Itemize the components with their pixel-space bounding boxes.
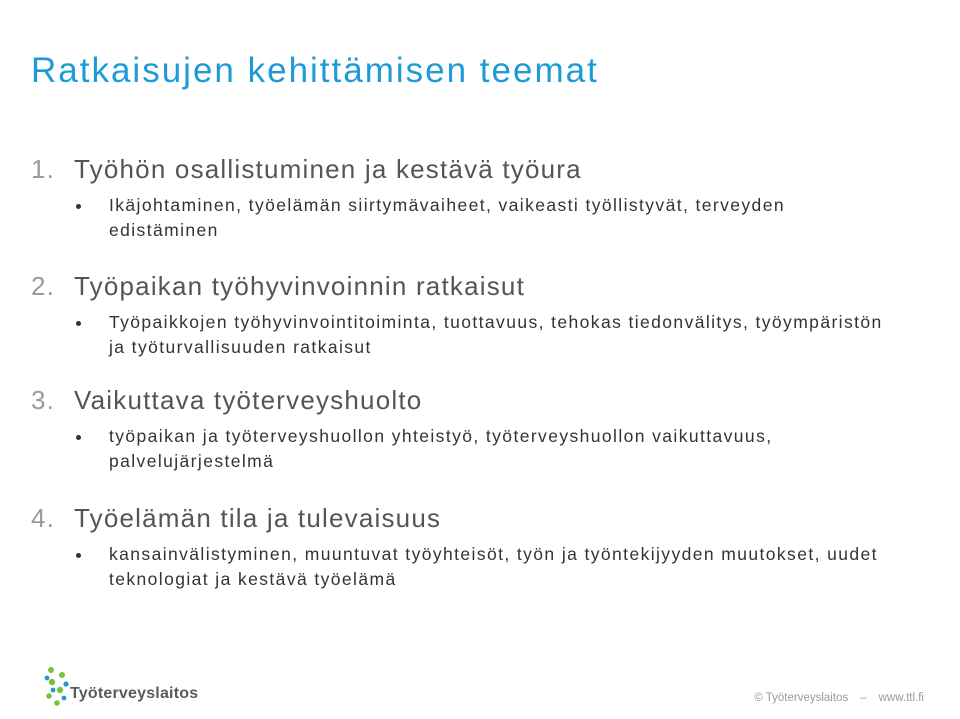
bullet-item: [31, 310, 889, 360]
footer-url[interactable]: www.ttl.fi: [878, 692, 924, 704]
footer: [754, 692, 924, 704]
section-3: [31, 383, 931, 474]
footer-copyright: © Työterveyslaitos: [754, 692, 849, 704]
bullet-item: [31, 193, 889, 243]
section-number: 1.: [31, 154, 56, 184]
bullet-dot-icon: [76, 321, 81, 326]
bullet-text: kansainvälistyminen, muuntuvat työyhteisöt, työn ja työntekijyyden muutokset, uudet teknologiat ja kestävä työelämä: [109, 544, 878, 589]
logo-text: Työterveyslaitos: [70, 685, 199, 702]
footer-separator: –: [860, 692, 867, 704]
bullet-item: [31, 424, 889, 474]
section-4: [31, 501, 931, 592]
bullet-item: [31, 542, 889, 592]
section-title: Työhön osallistuminen ja kestävä työura: [74, 154, 582, 184]
section-title: Työelämän tila ja tulevaisuus: [74, 503, 442, 533]
bullet-dot-icon: [76, 435, 81, 440]
bullet-text: työpaikan ja työterveyshuollon yhteistyö, työterveyshuollon vaikuttavuus, palvelujärjestelmä: [109, 426, 773, 471]
section-number: 4.: [31, 503, 56, 533]
section-heading: [31, 383, 931, 417]
section-heading: [31, 152, 931, 186]
section-heading: [31, 269, 931, 303]
section-heading: [31, 501, 931, 535]
section-title: Työpaikan työhyvinvoinnin ratkaisut: [74, 271, 526, 301]
bullet-text: Ikäjohtaminen, työelämän siirtymävaiheet, vaikeasti työllistyvät, terveyden edistäminen: [109, 195, 785, 240]
section-1: [31, 152, 931, 243]
section-number: 3.: [31, 385, 56, 415]
section-2: [31, 269, 931, 360]
bullet-text: Työpaikkojen työhyvinvointitoiminta, tuottavuus, tehokas tiedonvälitys, työympäristön ja työturvallisuuden ratkaisut: [109, 312, 883, 357]
bullet-dot-icon: [76, 204, 81, 209]
bullet-dot-icon: [76, 553, 81, 558]
ttl-logo: [44, 666, 199, 712]
section-title: Vaikuttava työterveyshuolto: [74, 385, 423, 415]
slide-title: Ratkaisujen kehittämisen teemat: [31, 51, 599, 90]
section-number: 2.: [31, 271, 56, 301]
